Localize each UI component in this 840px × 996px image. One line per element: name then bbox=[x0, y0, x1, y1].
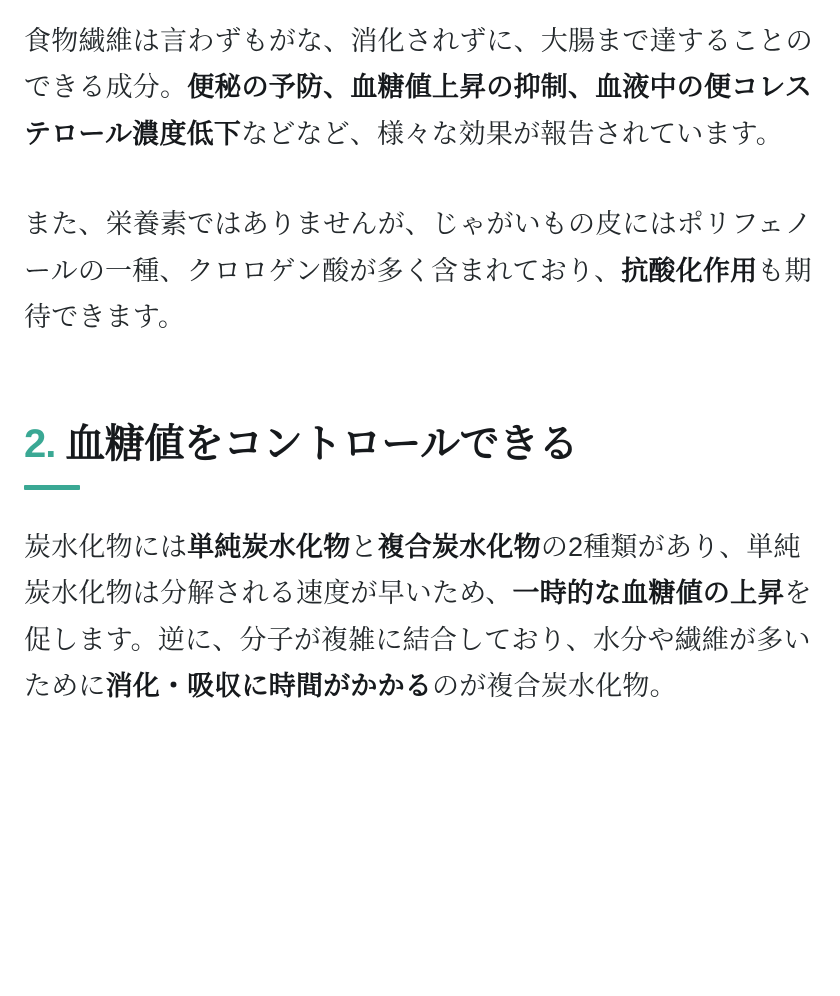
text-run-2: も期待できます。 bbox=[24, 255, 812, 333]
text-run-6: を促します。逆に、分子が複雑に結合しており、水分や繊維が多いために bbox=[24, 578, 812, 701]
emphasis-run-1: 抗酸化作用 bbox=[621, 255, 758, 286]
emphasis-run-1: 便秘の予防、血糖値上昇の抑制、血液中の便コレステロール濃度低下 bbox=[24, 72, 812, 149]
paragraph-1 bbox=[24, 18, 816, 157]
emphasis-run-5: 一時的な血糖値の上昇 bbox=[512, 578, 785, 609]
text-run-0: また、栄養素ではありませんが、じゃがいもの皮にはポリフェノールの一種、クロロゲン酸が多く含まれており、 bbox=[24, 209, 812, 286]
section-number: 2. bbox=[24, 421, 56, 466]
heading-underline-rule bbox=[24, 485, 80, 490]
text-run-0: 炭水化物には bbox=[24, 531, 188, 562]
text-run-8: のが複合炭水化物。 bbox=[432, 670, 677, 701]
emphasis-run-3: 複合炭水化物 bbox=[377, 531, 541, 562]
text-run-2: などなど、様々な効果が報告されています。 bbox=[241, 118, 783, 149]
paragraph-2 bbox=[24, 201, 816, 340]
text-run-0: 食物繊維は言わずもがな、消化されずに、大腸まで達することのできる成分。 bbox=[24, 26, 813, 103]
section-heading bbox=[24, 419, 816, 490]
text-run-2: と bbox=[350, 531, 378, 562]
paragraph-3 bbox=[24, 524, 816, 710]
section-title: 血糖値をコントロールできる bbox=[65, 421, 579, 466]
text-run-4: の2種類があり、単純炭水化物は分解される速度が早いため、 bbox=[24, 531, 801, 609]
section-heading-line bbox=[24, 419, 816, 469]
emphasis-run-1: 単純炭水化物 bbox=[187, 531, 351, 562]
emphasis-run-7: 消化・吸収に時間がかかる bbox=[105, 670, 433, 701]
